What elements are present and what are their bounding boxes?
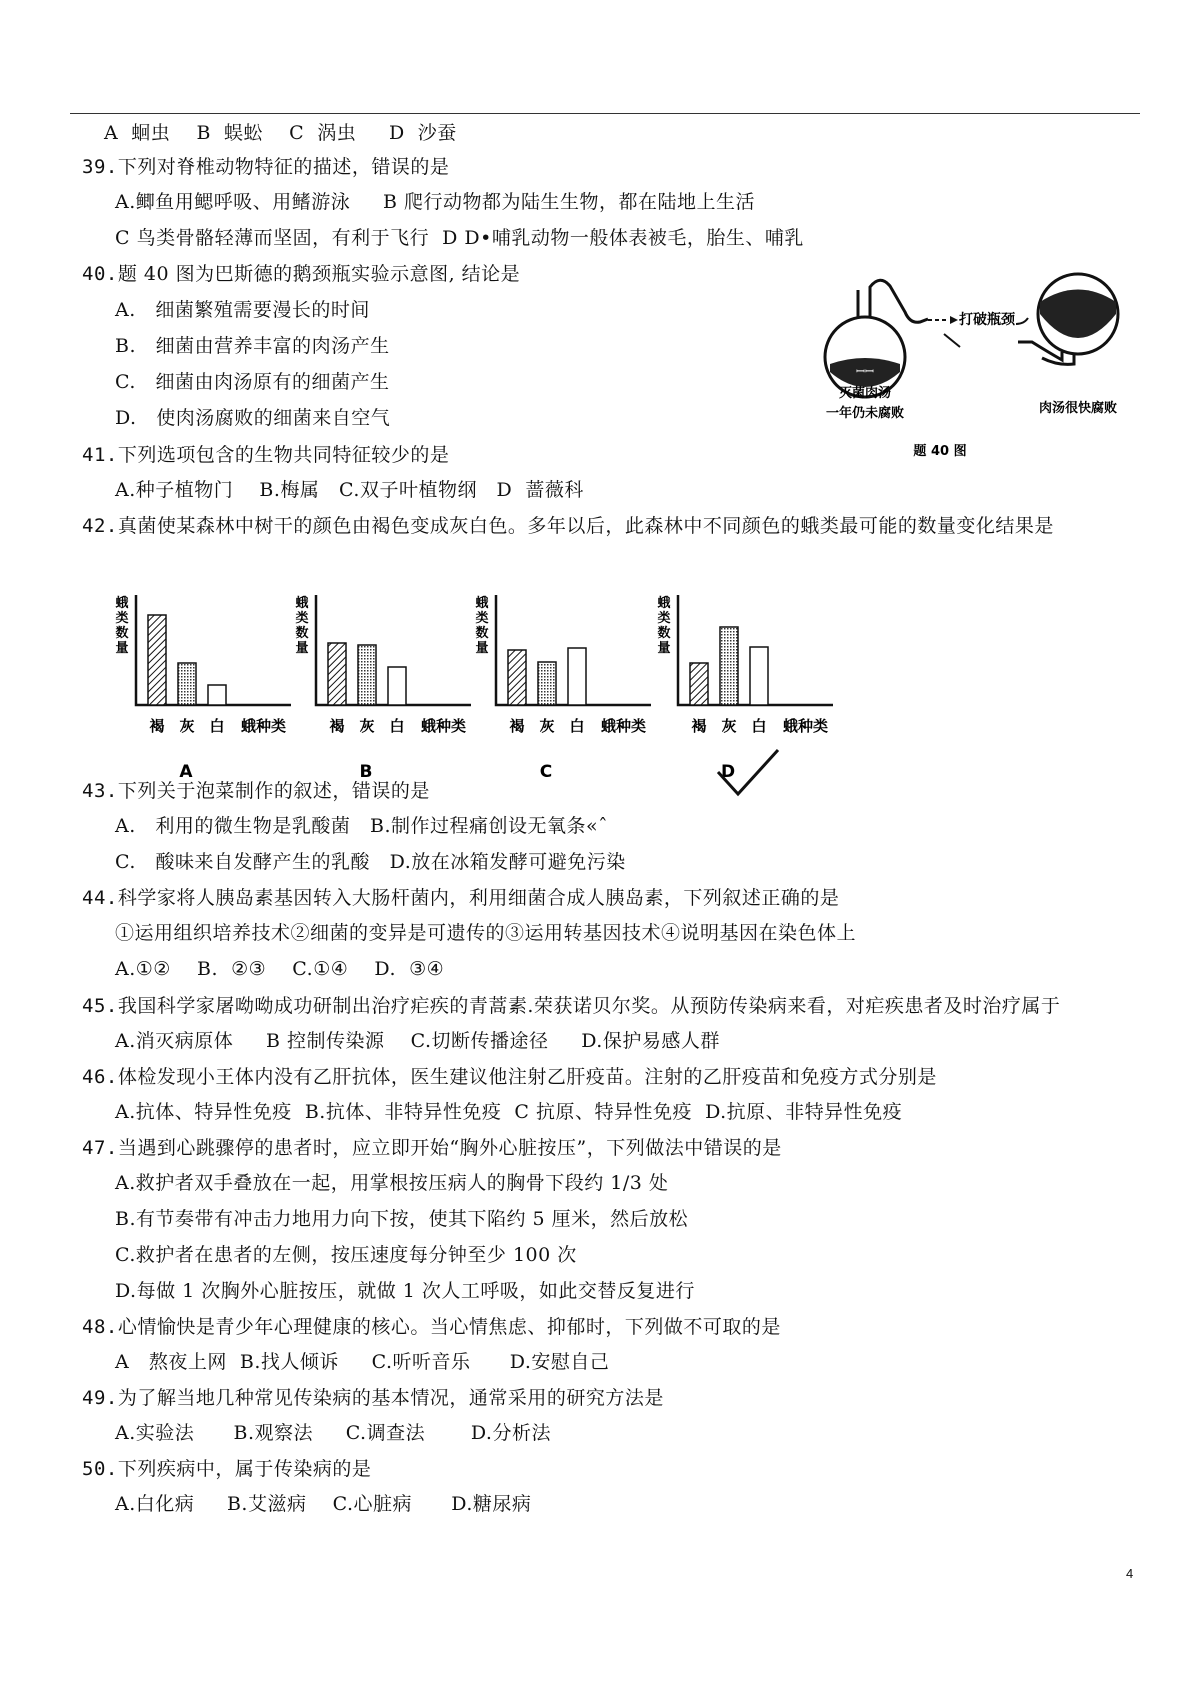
- question-number: 41.: [82, 444, 118, 466]
- question-stem: [82, 262, 520, 286]
- option-line: A.救护者双手叠放在一起，用掌根按压病人的胸骨下段约 1/3 处: [115, 1172, 669, 1194]
- arrow-label: 打破瓶颈: [959, 312, 1015, 328]
- category-label: 褐: [329, 717, 345, 735]
- moth-bar-charts: [115, 580, 898, 800]
- question-stem: [82, 155, 449, 179]
- option-line: A.鲫鱼用鳃呼吸、用鳍游泳 B 爬行动物都为陆生生物，都在陆地上生活: [115, 191, 755, 213]
- y-axis-label-char: 数: [475, 626, 489, 641]
- question-stem: [82, 514, 1054, 538]
- y-axis-label-char: 蛾: [475, 596, 489, 611]
- category-label: 灰: [721, 717, 737, 735]
- bar-白: [208, 685, 226, 705]
- category-label: 灰: [179, 717, 195, 735]
- category-label: 白: [209, 717, 225, 735]
- y-axis-label-char: 蛾: [115, 596, 129, 611]
- page-number: 4: [1126, 1566, 1134, 1581]
- bar-褐: [690, 663, 708, 705]
- question-number: 46.: [82, 1066, 118, 1088]
- option-line: C. 酸味来自发酵产生的乳酸 D.放在冰箱发酵可避免污染: [115, 851, 626, 873]
- question-number: 50.: [82, 1458, 118, 1480]
- y-axis-label-char: 类: [115, 611, 129, 626]
- bar-白: [568, 648, 586, 705]
- left-flask: [825, 280, 928, 397]
- question-number: 44.: [82, 887, 118, 909]
- bar-褐: [328, 643, 346, 705]
- question-number: 43.: [82, 780, 118, 802]
- swan-neck-flask-diagram: [810, 272, 1140, 457]
- figure-title: 题 40 图: [913, 444, 967, 459]
- chart-label: A: [179, 762, 193, 782]
- question-stem: [82, 1457, 371, 1481]
- option-line: A.白化病 B.艾滋病 C.心脏病 D.糖尿病: [115, 1493, 532, 1515]
- question-text: 下列疾病中，属于传染病的是: [117, 1458, 372, 1480]
- question-text: 下列关于泡菜制作的叙述，错误的是: [117, 780, 430, 802]
- q42-charts: [115, 580, 898, 804]
- svg-text:ꟷꟷ: ꟷꟷ: [856, 365, 874, 378]
- y-axis-label-char: 量: [115, 641, 129, 656]
- y-axis-label-char: 类: [657, 611, 671, 626]
- bar-灰: [720, 627, 738, 705]
- question-number: 39.: [82, 156, 118, 178]
- bar-灰: [538, 662, 556, 705]
- category-label: 白: [389, 717, 405, 735]
- option-line: C. 细菌由肉汤原有的细菌产生: [115, 371, 390, 393]
- x-axis-label: 蛾种类: [421, 717, 467, 735]
- y-axis-label-char: 量: [657, 641, 671, 656]
- category-label: 白: [751, 717, 767, 735]
- question-text: 科学家将人胰岛素基因转入大肠杆菌内，利用细菌合成人胰岛素，下列叙述正确的是: [117, 887, 840, 909]
- question-stem: [82, 1315, 781, 1339]
- question-text: 下列对脊椎动物特征的描述，错误的是: [117, 156, 450, 178]
- bar-褐: [148, 615, 166, 705]
- bar-白: [388, 667, 406, 705]
- question-text: 为了解当地几种常见传染病的基本情况，通常采用的研究方法是: [117, 1387, 664, 1409]
- question-text: 当遇到心跳骤停的患者时，应立即开始“胸外心脏按压”，下列做法中错误的是: [117, 1137, 782, 1159]
- figure-40: [810, 272, 1140, 461]
- category-label: 灰: [359, 717, 375, 735]
- option-line: B. 细菌由营养丰富的肉汤产生: [115, 335, 390, 357]
- question-text: 体检发现小王体内没有乙肝抗体，医生建议他注射乙肝疫苗。注射的乙肝疫苗和免疫方式分别是: [117, 1066, 937, 1088]
- question-text: 我国科学家屠呦呦成功研制出治疗疟疾的青蒿素.荣获诺贝尔奖。从预防传染病来看，对疟疾患者及时治疗属于: [117, 995, 1061, 1017]
- y-axis-label-char: 数: [295, 626, 309, 641]
- y-axis-label-char: 蛾: [657, 596, 671, 611]
- header-rule: [70, 113, 1140, 114]
- bar-灰: [178, 663, 196, 705]
- question-stem: [82, 1386, 664, 1410]
- x-axis-label: 蛾种类: [601, 717, 647, 735]
- option-line: D.每做 1 次胸外心脏按压，就做 1 次人工呼吸，如此交替反复进行: [115, 1280, 695, 1302]
- x-axis-label: 蛾种类: [241, 717, 287, 735]
- y-axis-label-char: 类: [475, 611, 489, 626]
- option-line: A.①② B. ②③ C.①④ D. ③④: [115, 958, 445, 980]
- option-line: D. 使肉汤腐败的细菌来自空气: [115, 407, 391, 429]
- bar-褐: [508, 650, 526, 705]
- y-axis-label-char: 蛾: [295, 596, 309, 611]
- question-number: 48.: [82, 1316, 118, 1338]
- right-flask: [1018, 274, 1118, 364]
- question-number: 45.: [82, 995, 118, 1017]
- question-text: 真菌使某森林中树干的颜色由褐色变成灰白色。多年以后，此森林中不同颜色的蛾类最可能的数量变化结果是: [117, 515, 1054, 537]
- question-number: 47.: [82, 1137, 118, 1159]
- question-number: 49.: [82, 1387, 118, 1409]
- question-stem: [82, 886, 839, 910]
- option-line: ①运用组织培养技术②细菌的变异是可遗传的③运用转基因技术④说明基因在染色体上: [115, 922, 857, 944]
- chart-B: [295, 595, 471, 782]
- question-number: 42.: [82, 515, 118, 537]
- option-line: A.种子植物门 B.梅属 C.双子叶植物纲 D 蔷薇科: [115, 479, 584, 501]
- y-axis-label-char: 量: [475, 641, 489, 656]
- left-caption-2: 一年仍未腐败: [825, 406, 905, 421]
- bar-灰: [358, 645, 376, 705]
- prev-question-options: A 蛔虫 B 蜈蚣 C 涡虫 D 沙蚕: [104, 122, 457, 144]
- option-line: C 鸟类骨骼轻薄而坚固，有利于飞行 D D•哺乳动物一般体表被毛，胎生、哺乳: [115, 227, 804, 249]
- question-text: 下列选项包含的生物共同特征较少的是: [117, 444, 450, 466]
- category-label: 褐: [149, 717, 165, 735]
- option-line: B.有节奏带有冲击力地用力向下按，使其下陷约 5 厘米，然后放松: [115, 1208, 689, 1230]
- option-line: A. 利用的微生物是乳酸菌 B.制作过程痛创设无氧条«ˆ: [115, 815, 609, 837]
- option-line: C.救护者在患者的左侧，按压速度每分钟至少 100 次: [115, 1244, 577, 1266]
- left-caption-1: 灭菌肉汤: [838, 386, 892, 401]
- x-axis-label: 蛾种类: [783, 717, 829, 735]
- category-label: 白: [569, 717, 585, 735]
- right-caption: 肉汤很快腐败: [1038, 401, 1118, 416]
- question-text: 心情愉快是青少年心理健康的核心。当心情焦虑、抑郁时，下列做不可取的是: [117, 1316, 781, 1338]
- chart-label: C: [539, 762, 553, 782]
- option-line: A. 细菌繁殖需要漫长的时间: [115, 299, 370, 321]
- y-axis-label-char: 数: [657, 626, 671, 641]
- option-line: A 熬夜上网 B.找人倾诉 C.听听音乐 D.安慰自己: [115, 1351, 610, 1373]
- question-stem: [82, 443, 449, 467]
- question-text: 题 40 图为巴斯德的鹅颈瓶实验示意图, 结论是: [117, 263, 521, 285]
- category-label: 褐: [509, 717, 525, 735]
- y-axis-label-char: 量: [295, 641, 309, 656]
- category-label: 灰: [539, 717, 555, 735]
- question-stem: [82, 1065, 937, 1089]
- chart-label: D: [720, 762, 736, 782]
- chart-A: [115, 595, 291, 782]
- chart-C: [475, 595, 651, 782]
- question-number: 40.: [82, 263, 118, 285]
- category-label: 褐: [691, 717, 707, 735]
- option-line: A.实验法 B.观察法 C.调查法 D.分析法: [115, 1422, 551, 1444]
- chart-label: B: [359, 762, 373, 782]
- question-stem: [82, 1136, 782, 1160]
- y-axis-label-char: 数: [115, 626, 129, 641]
- bar-白: [750, 647, 768, 705]
- chart-D: [657, 595, 833, 782]
- option-line: A.消灭病原体 B 控制传染源 C.切断传播途径 D.保护易感人群: [115, 1030, 720, 1052]
- option-line: A.抗体、特异性免疫 B.抗体、非特异性免疫 C 抗原、特异性免疫 D.抗原、非特异性免疫: [115, 1101, 903, 1123]
- y-axis-label-char: 类: [295, 611, 309, 626]
- question-stem: [82, 994, 1060, 1018]
